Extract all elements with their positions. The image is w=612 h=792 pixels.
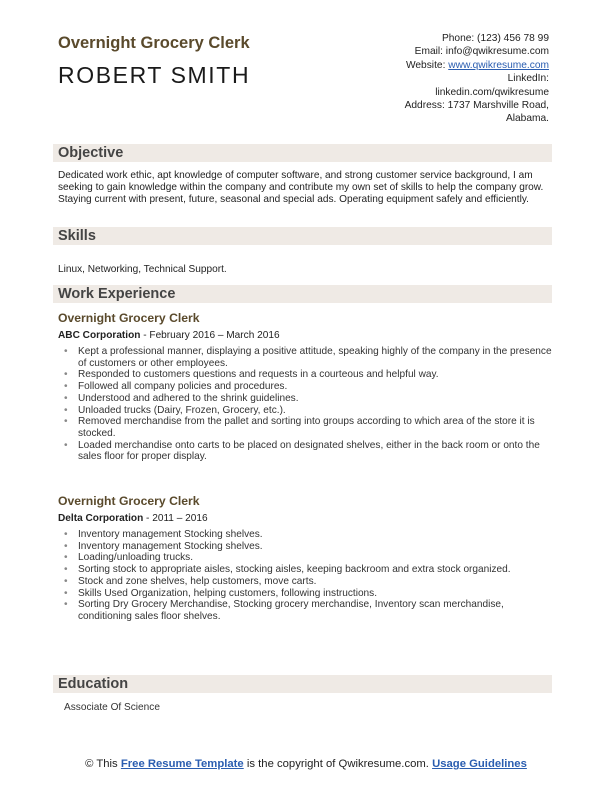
list-item: • Loading/unloading trucks. xyxy=(58,552,552,564)
contact-linkedin-value: linkedin.com/qwikresume xyxy=(435,86,549,98)
job-dates: - 2011 – 2016 xyxy=(143,513,208,524)
job-company-line xyxy=(58,513,208,524)
objective-section-header xyxy=(53,144,552,162)
free-resume-template-link[interactable]: Free Resume Template xyxy=(120,758,244,770)
candidate-name: ROBERT SMITH xyxy=(58,62,251,88)
company-name: ABC Corporation xyxy=(58,330,141,341)
usage-guidelines-link[interactable]: Usage Guidelines xyxy=(432,758,527,770)
list-item: • Sorting stock to appropriate aisles, stocking aisles, keeping backroom and extra stock organized. xyxy=(58,564,552,576)
list-item: • Skills Used Organization, helping customers, following instructions. xyxy=(58,588,552,600)
list-item: • Inventory management Stocking shelves. xyxy=(58,541,552,553)
list-item: • Inventory management Stocking shelves. xyxy=(58,529,552,541)
job-bullets xyxy=(58,346,552,463)
list-item: • Removed merchandise from the pallet and sorting into groups according to which area of the store it is stocked. xyxy=(58,416,552,439)
contact-email: Email: info@qwikresume.com xyxy=(414,46,549,58)
work-heading: Work Experience xyxy=(58,286,176,302)
contact-phone: Phone: (123) 456 78 99 xyxy=(441,33,549,44)
list-item: • Sorting Dry Grocery Merchandise, Stocking grocery merchandise, Inventory scan merchandise, conditioning sales floor shelves. xyxy=(58,599,552,622)
objective-text: Dedicated work ethic, apt knowledge of computer software, and strong customer service background, I am seeking to gain knowledge within the company and contribute my own set of skills to help the company grow. Staying current with present, future, seasonal and special ads. Operating equipment safely and efficiently. xyxy=(58,170,544,206)
footer-prefix: © This xyxy=(85,758,121,770)
contact-address-line1: Address: 1737 Marshville Road, xyxy=(404,100,549,112)
footer-middle: is the copyright of Qwikresume.com. xyxy=(243,758,433,770)
job-company-line xyxy=(58,330,280,341)
list-item: • Understood and adhered to the shrink guidelines. xyxy=(58,393,552,405)
education-degree: Associate Of Science xyxy=(64,702,160,713)
list-item: • Loaded merchandise onto carts to be placed on designated shelves, either in the back room or onto the sales floor for proper display. xyxy=(58,440,552,463)
education-section-header xyxy=(53,675,552,693)
contact-linkedin-label: LinkedIn: xyxy=(507,73,549,85)
skills-heading: Skills xyxy=(58,228,96,244)
list-item: • Followed all company policies and procedures. xyxy=(58,381,552,393)
list-item: • Responded to customers questions and requests in a courteous and helpful way. xyxy=(58,369,552,381)
company-name: Delta Corporation xyxy=(58,513,144,524)
job-title: Overnight Grocery Clerk xyxy=(58,494,200,508)
contact-address-line2: Alabama. xyxy=(505,113,549,125)
list-item: • Kept a professional manner, displaying a positive attitude, speaking highly of the company in the presence of customers or other employees. xyxy=(58,346,552,369)
skills-section-header xyxy=(53,227,552,245)
list-item: • Stock and zone shelves, help customers, move carts. xyxy=(58,576,552,588)
skills-text: Linux, Networking, Technical Support. xyxy=(58,264,227,275)
list-item: • Unloaded trucks (Dairy, Frozen, Grocery, etc.). xyxy=(58,405,552,417)
resume-job-title: Overnight Grocery Clerk xyxy=(58,34,250,52)
objective-heading: Objective xyxy=(58,145,124,161)
job-bullets xyxy=(58,529,552,623)
contact-block xyxy=(319,32,549,126)
contact-website xyxy=(319,59,549,72)
website-link[interactable]: www.qwikresume.com xyxy=(448,59,549,71)
website-label: Website: xyxy=(405,59,449,71)
copyright-footer xyxy=(0,758,612,772)
job-title: Overnight Grocery Clerk xyxy=(58,311,200,325)
work-section-header xyxy=(53,285,552,303)
education-heading: Education xyxy=(58,676,129,692)
job-dates: - February 2016 – March 2016 xyxy=(140,330,280,341)
